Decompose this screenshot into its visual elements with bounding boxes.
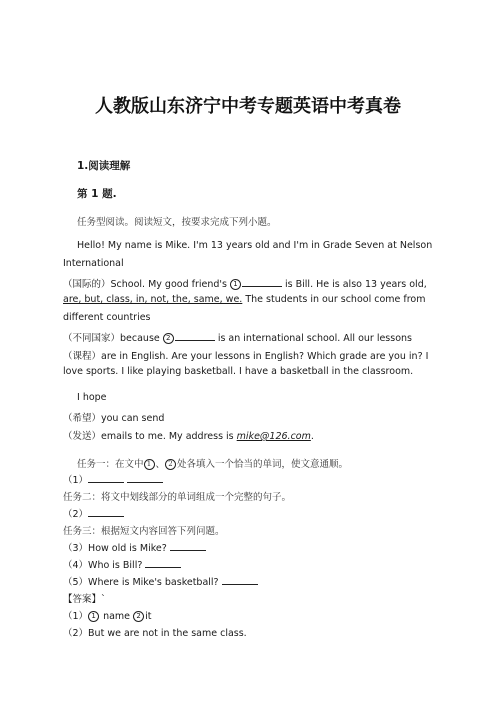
answer-blank[interactable]: [88, 473, 124, 483]
question-5: [63, 574, 258, 588]
task-3-instruction: 任务三：根据短文内容回答下列问题。: [63, 526, 225, 537]
passage-line-10: （希望）you can send: [63, 413, 165, 424]
passage-line-9: I hope: [77, 392, 107, 403]
answer-blank[interactable]: [170, 541, 206, 551]
page-title: 人教版山东济宁中考专题英语中考真卷: [95, 96, 401, 117]
passage-line-8: love sports. I like playing basketball. I have a basketball in the classroom.: [63, 366, 414, 377]
blank-number-circle: 1: [144, 459, 155, 470]
answer-blank[interactable]: [145, 558, 181, 568]
task-2-instruction: 任务二：将文中划线部分的单词组成一个完整的句子。: [63, 492, 292, 503]
passage-line-4: [63, 294, 426, 305]
passage-line-3: [63, 276, 427, 290]
question-text: （3）How old is Mike?: [63, 543, 167, 554]
blank-number-circle: 1: [88, 611, 99, 622]
passage-text: （不同国家）because: [63, 333, 160, 344]
passage-line-2: International: [63, 258, 124, 269]
passage-text: is Bill. He is also 13 years old,: [285, 279, 427, 290]
answer-number: （1）: [63, 611, 89, 622]
question-4: [63, 557, 181, 571]
section-heading: 1.阅读理解: [77, 160, 131, 172]
task-text: 、: [155, 459, 166, 470]
underlined-words: are, but, class, in, not, the, same, we.: [63, 294, 243, 305]
question-text: （4）Who is Bill?: [63, 560, 143, 571]
task-text: 任务一：在文中: [77, 459, 144, 470]
passage-text: （国际的）School. My good friend's: [63, 279, 227, 290]
question-heading: 第 1 题.: [77, 188, 117, 200]
answer-word: name: [103, 611, 131, 622]
answer-header: 【答案】`: [63, 594, 106, 605]
passage-line-1: Hello! My name is Mike. I'm 13 years old and I'm in Grade Seven at Nelson: [77, 240, 433, 251]
answer-2: （2）But we are not in the same class.: [63, 628, 247, 639]
answer-word: it: [145, 611, 152, 622]
blank-number-circle: 2: [165, 459, 176, 470]
question-1: [63, 472, 163, 486]
passage-text: （发送）emails to me. My address is: [63, 431, 234, 442]
passage-line-11: [63, 428, 314, 442]
passage-text: .: [310, 431, 314, 442]
answer-blank[interactable]: [88, 507, 124, 517]
blank-number-circle: 1: [230, 279, 241, 290]
blank-number-circle: 2: [133, 611, 144, 622]
task-text: 处各填入一个恰当的单词，使文意通顺。: [177, 459, 349, 470]
instructions: 任务型阅读。阅读短文，按要求完成下列小题。: [77, 217, 277, 228]
answer-blank[interactable]: [127, 473, 163, 483]
passage-line-6: [63, 330, 412, 344]
task-1-instruction: [77, 456, 348, 470]
blank-number-circle: 2: [163, 333, 174, 344]
question-2: [63, 506, 124, 520]
question-3: [63, 540, 206, 554]
passage-line-7: （课程）are in English. Are your lessons in English? Which grade are you in? I: [63, 351, 429, 362]
answer-1: [63, 608, 151, 622]
blank-line: [175, 331, 215, 341]
answer-blank[interactable]: [222, 575, 258, 585]
passage-text: is an international school. All our lessons: [217, 333, 412, 344]
passage-line-5: different countries: [63, 312, 151, 323]
email-link[interactable]: mike@126.com: [236, 431, 311, 442]
blank-line: [242, 277, 282, 287]
passage-text: The students in our school come from: [245, 294, 426, 305]
question-text: （5）Where is Mike's basketball?: [63, 577, 219, 588]
question-number: （1）: [63, 475, 89, 486]
question-number: （2）: [63, 509, 89, 520]
